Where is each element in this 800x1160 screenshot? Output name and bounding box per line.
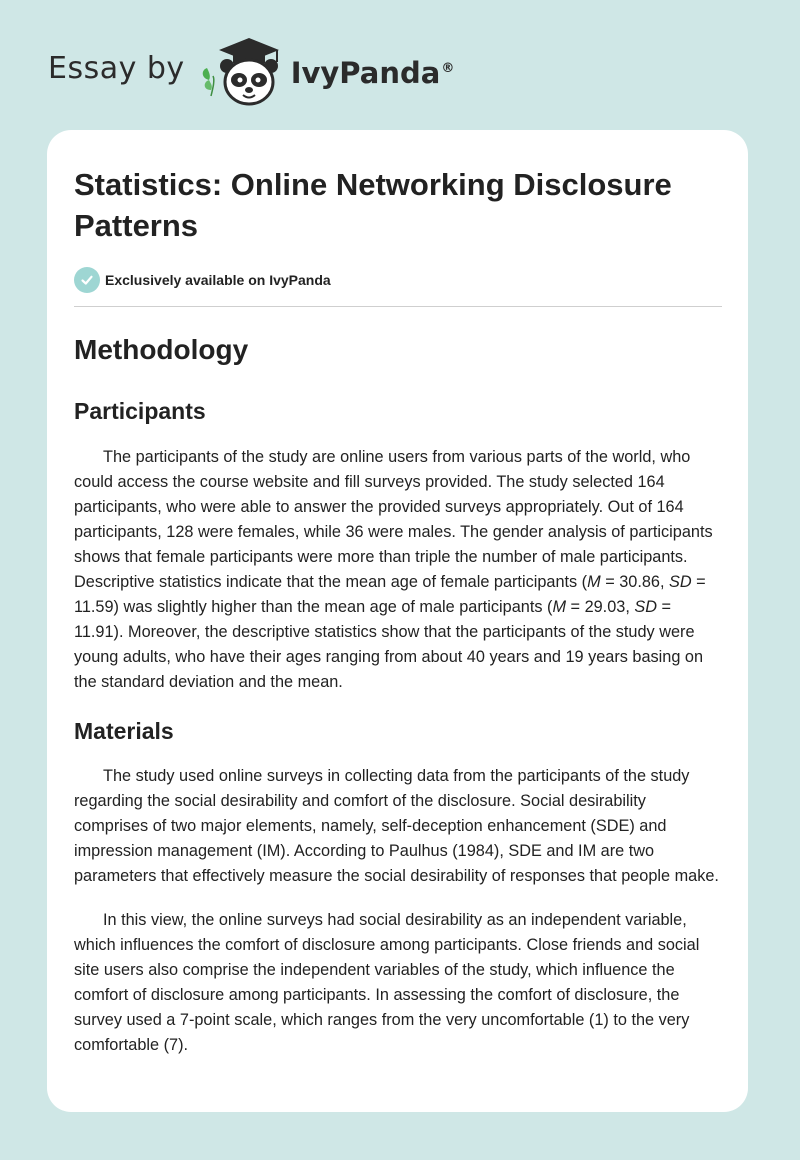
italic-stat-sd: SD [669,573,692,591]
italic-stat-m: M [587,573,601,591]
registered-mark: ® [441,61,455,77]
check-icon [74,267,100,293]
subheading-materials: Materials [74,718,174,744]
brand-name [291,56,455,90]
essay-card [47,130,748,1112]
page-title: Statistics: Online Networking Disclosure Patterns [74,167,672,243]
paragraph-materials-2: In this view, the online surveys had social desirability as an independent variable, which influences the comfort of disclosure among participants. Close friends and social site users also comprise the independent variables of the study, which influence the comfort of disclosure among participants. In assessing the comfort of disclosure, the survey used a 7-point scale, which ranges from the very uncomfortable (1) to the very comfortable (7). [74,911,700,1054]
section-heading-methodology: Methodology [74,334,249,365]
text-segment: The participants of the study are online users from various parts of the world, who could access the course website and fill surveys provided. The study selected 164 participants, who were able to answer the provided surveys appropriately. Out of 164 participants, 128 were females, while 36 were males. The gender analysis of participants shows that female participants were more than triple the number of male participants. Descriptive statistics indicate that the mean age of female participants ( [74,448,713,591]
panda-graduation-cap-icon [199,36,287,108]
text-segment: = 11.59) was slightly higher than the mean age of male participants ( [74,573,706,616]
availability-badge [74,266,722,294]
availability-text: Exclusively available on IvyPanda [105,272,331,288]
italic-stat-sd: SD [634,598,657,616]
text-segment: = 29.03, [566,598,635,616]
text-segment: = 30.86, [600,573,670,591]
paragraph-participants [74,445,722,695]
site-header [48,36,454,108]
italic-stat-m: M [552,598,567,616]
divider [74,306,722,307]
subheading-participants: Participants [74,398,206,424]
brand-text: IvyPanda [290,56,441,90]
text-segment: = 11.91). Moreover, the descriptive statistics show that the participants of the study were young adults, who have their ages ranging from about 40 years and 19 years basing on the standard deviation and the mean. [74,598,704,691]
essay-by-label: Essay by [48,50,185,86]
paragraph-materials-1: The study used online surveys in collecting data from the participants of the study regarding the social desirability and comfort of the disclosure. Social desirability comprises of two major elements, namely, self-deception enhancement (SDE) and impression management (IM). According to Paulhus (1984), SDE and IM are two parameters that effectively measure the social desirability of responses that people make. [74,767,719,885]
